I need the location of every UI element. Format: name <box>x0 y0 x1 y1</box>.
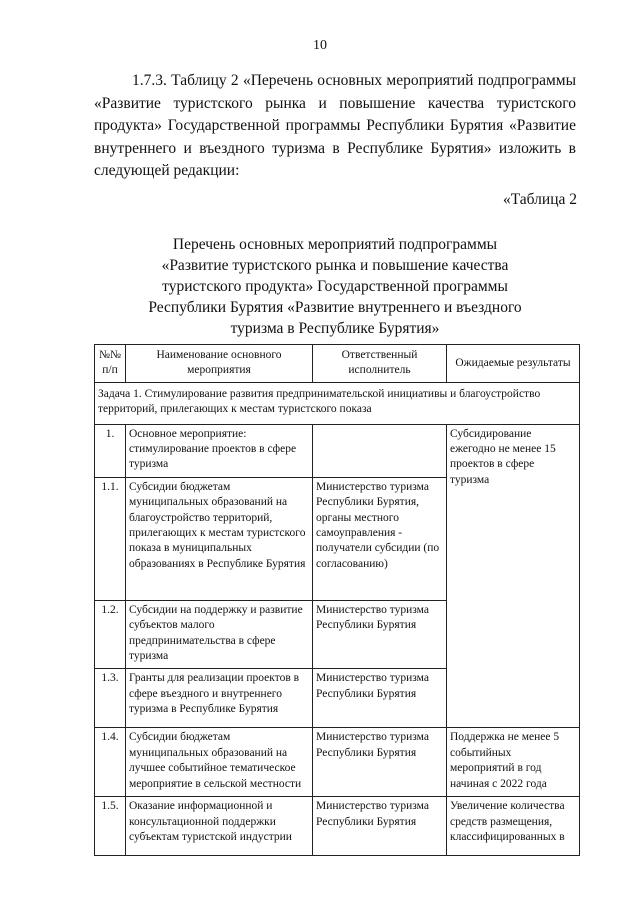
table-header-row <box>95 345 580 383</box>
table-title-line: туризма в Республике Бурятия» <box>230 320 440 337</box>
table-title-line: Перечень основных мероприятий подпрограммы <box>172 236 498 253</box>
header-name: Наименование основного мероприятия <box>126 345 313 383</box>
row-executor: Министерство туризма Республики Бурятия <box>313 669 447 728</box>
row-name: Оказание информационной и консультационной поддержки субъектам туристской индустрии <box>126 797 313 856</box>
row-num: 1.2. <box>95 600 126 669</box>
row-executor: Министерство туризма Республики Бурятия <box>313 797 447 856</box>
row-executor <box>313 424 447 477</box>
row-name: Гранты для реализации проектов в сфере въездного и внутреннего туризма в Республике Бурятия <box>126 669 313 728</box>
row-result: Субсидирование ежегодно не менее 15 проектов в сфере туризма <box>447 424 580 728</box>
row-executor: Министерство туризма Республики Бурятия, органы местного самоуправления - получатели субсидии (по согласованию) <box>313 477 447 600</box>
table-title-line: туристского продукта» Государственной программы <box>162 278 508 295</box>
table-row <box>95 797 580 856</box>
table-title-line: Республики Бурятия «Развитие внутреннего и въездного <box>148 299 522 316</box>
header-result: Ожидаемые результаты <box>447 345 580 383</box>
row-num: 1.5. <box>95 797 126 856</box>
intro-paragraph <box>94 70 576 183</box>
row-executor: Министерство туризма Республики Бурятия <box>313 600 447 669</box>
row-result: Поддержка не менее 5 событийных мероприятий в год начиная с 2022 года <box>447 728 580 797</box>
measures-table <box>94 344 580 856</box>
task-cell: Задача 1. Стимулирование развития предпринимательской инициативы и благоустройство территорий, прилегающих к местам туристского показа <box>95 382 580 424</box>
intro-text: 1.7.3. Таблицу 2 «Перечень основных мероприятий подпрограммы «Развитие туристского рынка и повышение качества туристского продукта» Государственной программы Республики Бурятия «Развитие внутреннего и въездного туризма в Республике Бурятия» изложить в следующей редакции: <box>94 72 576 179</box>
table-title-line: «Развитие туристского рынка и повышение качества <box>161 257 509 274</box>
row-name: Субсидии бюджетам муниципальных образований на благоустройство территорий, прилегающих к местам туристского показа в муниципальных образованиях в Республике Бурятия <box>126 477 313 600</box>
row-name: Субсидии на поддержку и развитие субъектов малого предпринимательства в сфере туризма <box>126 600 313 669</box>
table-row <box>95 728 580 797</box>
header-executor: Ответственный исполнитель <box>313 345 447 383</box>
row-num: 1.3. <box>95 669 126 728</box>
header-num: №№ п/п <box>95 345 126 383</box>
row-name: Субсидии бюджетам муниципальных образований на лучшее событийное тематическое мероприятие в сельской местности <box>126 728 313 797</box>
table-row <box>95 424 580 477</box>
task-row <box>95 382 580 424</box>
row-name: Основное мероприятие: стимулирование проектов в сфере туризма <box>126 424 313 477</box>
table-title <box>94 234 576 339</box>
row-num: 1.1. <box>95 477 126 600</box>
row-num: 1.4. <box>95 728 126 797</box>
table-label: «Таблица 2 <box>502 191 577 208</box>
row-result: Увеличение количества средств размещения, классифицированных в <box>447 797 580 856</box>
page-number: 10 <box>313 38 327 53</box>
row-num: 1. <box>95 424 126 477</box>
row-executor: Министерство туризма Республики Бурятия <box>313 728 447 797</box>
